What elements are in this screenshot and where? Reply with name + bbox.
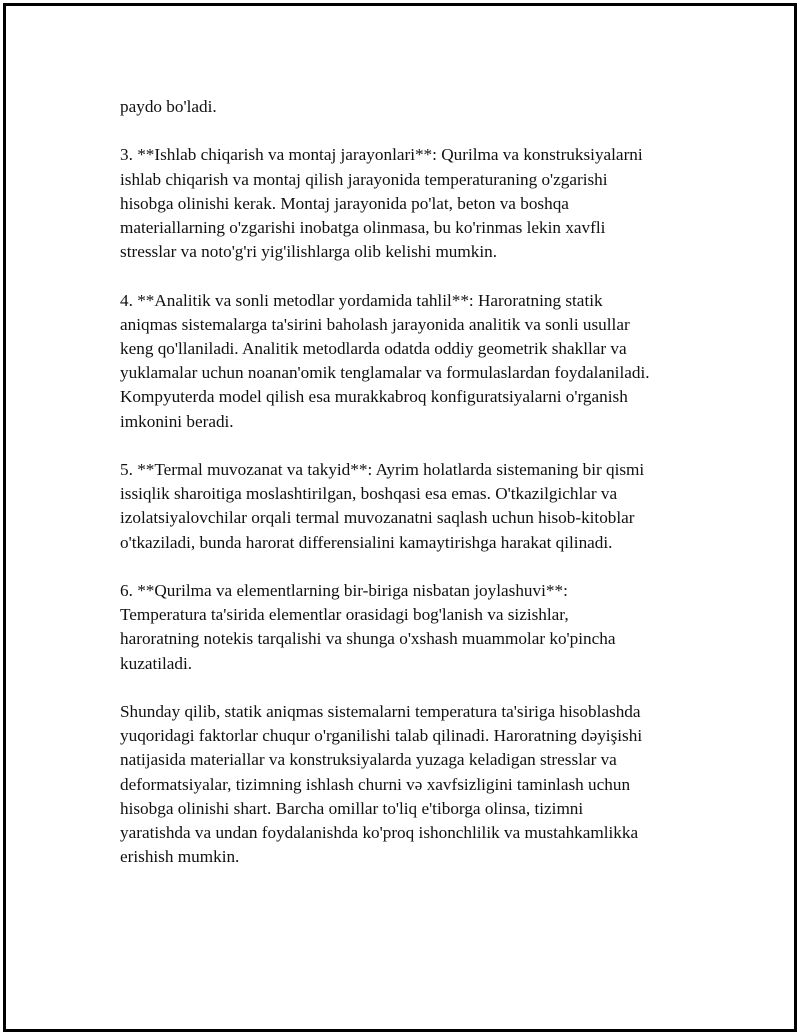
text-line: natijasida materiallar va konstruksiyalarda yuzaga keladigan stresslar va bbox=[120, 750, 617, 770]
text-line: yuklamalar uchun noanan'omik tenglamalar va formulaslardan foydalaniladi. bbox=[120, 363, 650, 383]
text-line: 3. **Ishlab chiqarish va montaj jarayonlari**: Qurilma va konstruksiyalarni bbox=[120, 145, 643, 165]
text-line: aniqmas sistemalarga ta'sirini baholash jarayonida analitik va sonli usullar bbox=[120, 314, 630, 334]
text-line: hisobga olinishi shart. Barcha omillar to'liq e'tiborga olinsa, tizimni bbox=[120, 798, 584, 818]
text-line: Shunday qilib, statik aniqmas sistemalarni temperatura ta'siriga hisoblashda bbox=[120, 702, 641, 721]
text-line: haroratning notekis tarqalishi va shunga o'xshash muammolar ko'pincha bbox=[120, 629, 616, 649]
text-line: deformatsiyalar, tizimning ishlash churni və xavfsizligini taminlash uchun bbox=[120, 774, 631, 794]
paragraph-item-3 bbox=[120, 143, 700, 264]
text-line: kuzatiladi. bbox=[120, 653, 193, 673]
text-line: o'tkaziladi, bunda harorat differensialini kamaytirishga harakat qilinadi. bbox=[120, 532, 613, 552]
text-line: 4. **Analitik va sonli metodlar yordamida tahlil**: Haroratning statik bbox=[120, 290, 603, 310]
text-line: hisobga olinishi kerak. Montaj jarayonida po'lat, beton va boshqa bbox=[120, 193, 569, 213]
document-body bbox=[120, 95, 700, 869]
paragraph-continuation bbox=[120, 95, 700, 119]
text-line: 5. **Termal muvozanat va takyid**: Ayrim holatlarda sistemaning bir qismi bbox=[120, 460, 645, 479]
text-line: keng qo'llaniladi. Analitik metodlarda odatda oddiy geometrik shakllar va bbox=[120, 339, 627, 358]
text-line: yuqoridagi faktorlar chuqur o'rganilishi talab qilinadi. Haroratning dəyişishi bbox=[120, 726, 643, 746]
paragraph-item-4 bbox=[120, 289, 700, 434]
text-line: Temperatura ta'sirida elementlar orasidagi bog'lanish va sizishlar, bbox=[120, 605, 569, 625]
text-line: materiallarning o'zgarishi inobatga olinmasa, bu ko'rinmas lekin xavfli bbox=[120, 218, 606, 237]
page-frame bbox=[3, 3, 797, 1032]
text-line: issiqlik sharoitiga moslashtirilgan, boshqasi esa emas. O'tkazilgichlar va bbox=[120, 484, 618, 504]
text-line: ishlab chiqarish va montaj qilish jarayonida temperaturaning o'zgarishi bbox=[120, 169, 608, 189]
paragraph-item-5 bbox=[120, 458, 700, 555]
text-line: imkonini beradi. bbox=[120, 411, 234, 431]
text-line: izolatsiyalovchilar orqali termal muvozanatni saqlash uchun hisob-kitoblar bbox=[120, 508, 635, 528]
text-line: paydo bo'ladi. bbox=[120, 97, 217, 116]
text-line: stresslar va noto'g'ri yig'ilishlarga olib kelishi mumkin. bbox=[120, 242, 498, 262]
text-line: yaratishda va undan foydalanishda ko'proq ishonchlilik va mustahkamlikka bbox=[120, 823, 639, 843]
text-line: 6. **Qurilma va elementlarning bir-biriga nisbatan joylashuvi**: bbox=[120, 581, 568, 600]
text-line: Kompyuterda model qilish esa murakkabroq konfiguratsiyalarni o'rganish bbox=[120, 387, 628, 407]
paragraph-conclusion bbox=[120, 700, 700, 869]
paragraph-item-6 bbox=[120, 579, 700, 676]
text-line: erishish mumkin. bbox=[120, 847, 240, 867]
